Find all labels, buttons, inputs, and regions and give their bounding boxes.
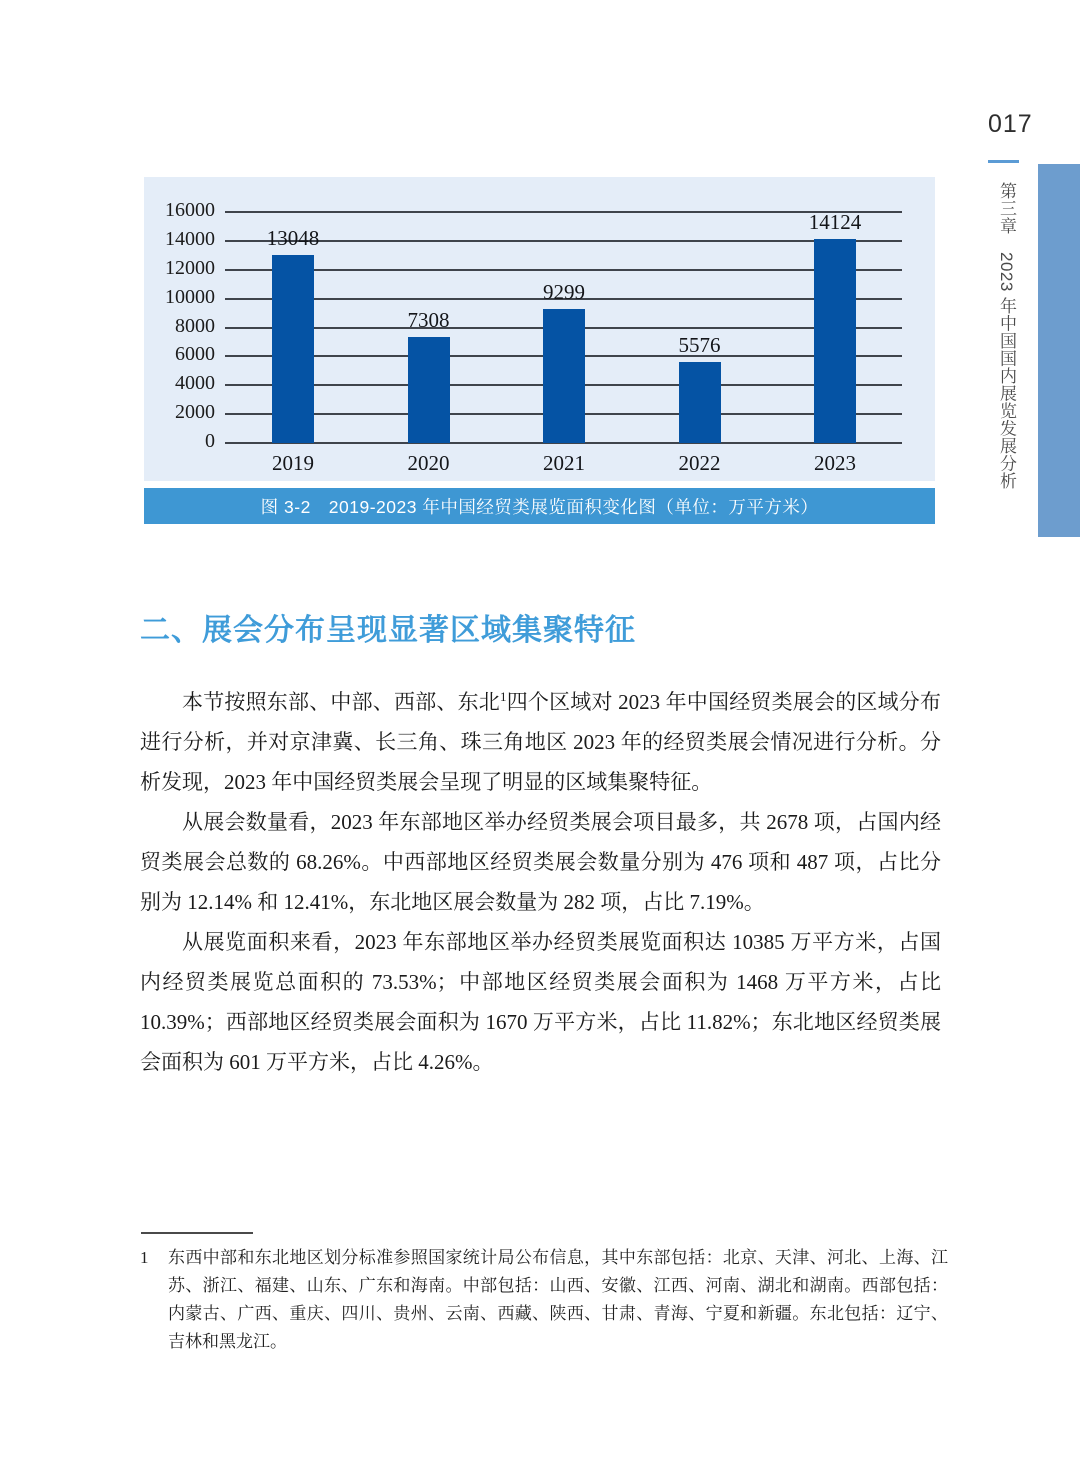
x-axis-tick-label: 2023 <box>814 451 856 475</box>
footnote-reference-superscript: 1 <box>500 689 507 704</box>
body-text <box>140 682 941 1082</box>
gridline <box>225 269 902 271</box>
bar-value-label: 5576 <box>678 333 721 358</box>
bar-value-label: 7308 <box>407 308 450 333</box>
y-axis-tick-label: 12000 <box>165 256 215 279</box>
y-axis-tick-label: 6000 <box>175 343 215 366</box>
bar-2020 <box>408 337 450 443</box>
paragraph-1-text-cont: 四个区域对 2023 年中国经贸类展会的区域分布进行分析，并对京津冀、长三角、珠三角地区 2023 年的经贸类展会情况进行分析。分析发现，2023 年中国经贸类展会呈现了明显的区域集聚特征。 <box>140 690 941 794</box>
bar-2022 <box>679 362 721 443</box>
footnote <box>140 1244 948 1356</box>
y-axis-tick-label: 16000 <box>165 199 215 221</box>
section-heading: 二、展会分布呈现显著区域集聚特征 <box>140 614 636 647</box>
bar-2021 <box>543 309 585 443</box>
y-axis-tick-label: 10000 <box>165 285 215 308</box>
paragraph-1-text: 本节按照东部、中部、西部、东北 <box>182 690 500 714</box>
footnote-text: 东西中部和东北地区划分标准参照国家统计局公布信息，其中东部包括：北京、天津、河北、上海、江苏、浙江、福建、山东、广东和海南。中部包括：山西、安徽、江西、河南、湖北和湖南。西部包括：内蒙古、广西、重庆、四川、贵州、云南、西藏、陕西、甘肃、青海、宁夏和新疆。东北包括：辽宁、吉林和黑龙江。 <box>168 1248 948 1351</box>
bar-value-label: 14124 <box>808 210 862 235</box>
y-axis-tick-label: 14000 <box>165 227 215 250</box>
side-accent-bar <box>1038 164 1080 537</box>
page-number-accent-line <box>988 160 1019 163</box>
y-axis-tick-label: 0 <box>205 430 215 452</box>
y-axis-tick-label: 2000 <box>175 401 215 424</box>
bar-2019 <box>272 255 314 443</box>
x-axis-tick-label: 2021 <box>543 451 585 475</box>
figure-caption-bar <box>144 488 935 524</box>
y-axis-tick-label: 4000 <box>175 372 215 395</box>
footnote-number: 1 <box>140 1248 149 1267</box>
bar-chart-panel <box>144 177 935 481</box>
x-axis-tick-label: 2022 <box>678 451 721 475</box>
x-axis-tick-label: 2019 <box>272 451 314 475</box>
bar-chart <box>144 177 935 481</box>
page-number: 017 <box>988 110 1033 138</box>
x-axis-tick-label: 2020 <box>407 451 450 475</box>
chapter-vertical-title: 第三章 2023 年中国国内展览发展分析 <box>997 182 1016 490</box>
paragraph-3: 从展览面积来看，2023 年东部地区举办经贸类展览面积达 10385 万平方米，占国内经贸类展览总面积的 73.53%；中部地区经贸类展会面积为 1468 万平方米，占比 10.39%；西部地区经贸类展会面积为 1670 万平方米，占比 11.82%；东北地区经贸类展会面积为 601 万平方米，占比 4.26%。 <box>140 930 941 1074</box>
paragraph-2: 从展会数量看，2023 年东部地区举办经贸类展会项目最多，共 2678 项，占国内经贸类展会总数的 68.26%。中西部地区经贸类展会数量分别为 476 项和 487 项，占比分别为 12.14% 和 12.41%，东北地区展会数量为 282 项，占比 7.19%。 <box>140 810 941 914</box>
footnote-divider <box>141 1232 253 1234</box>
bar-2023 <box>814 239 856 443</box>
y-axis-tick-label: 8000 <box>175 314 215 337</box>
bar-value-label: 9299 <box>543 279 585 304</box>
figure-caption: 图 3-2 2019-2023 年中国经贸类展览面积变化图（单位：万平方米） <box>260 496 819 517</box>
paragraph-1 <box>140 682 941 802</box>
bar-value-label: 13048 <box>266 225 320 250</box>
